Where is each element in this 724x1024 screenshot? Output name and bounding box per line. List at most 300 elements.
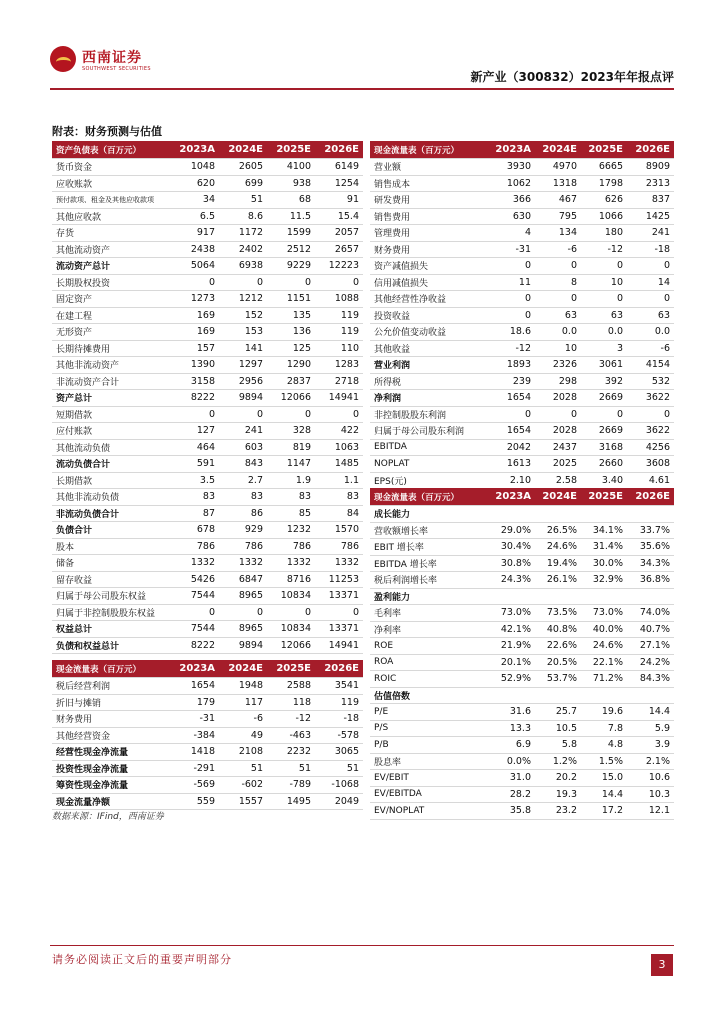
cell-value: -6 <box>627 340 674 357</box>
table-row <box>52 760 363 777</box>
cell-value: 10 <box>535 340 581 357</box>
row-label: 营收额增长率 <box>370 522 488 539</box>
cell-value: 119 <box>315 694 363 711</box>
cell-value: 4256 <box>627 439 674 456</box>
cell-value: 26.1% <box>535 572 581 589</box>
cell-value: 2437 <box>535 439 581 456</box>
cell-value: 2232 <box>267 744 315 761</box>
row-label: P/B <box>370 737 488 754</box>
row-label: 资产减值损失 <box>370 258 488 275</box>
section-row <box>370 506 674 523</box>
cell-value: 3168 <box>581 439 627 456</box>
table-row <box>370 241 674 258</box>
cell-value: -569 <box>170 777 219 794</box>
cell-value: 19.3 <box>535 786 581 803</box>
cell-value: 24.2% <box>627 654 674 671</box>
cell-value: 819 <box>267 439 315 456</box>
cell-value: 0 <box>170 604 219 621</box>
cell-value: 0.0 <box>581 324 627 341</box>
cell-value: 20.1% <box>488 654 535 671</box>
year-header: 2025E <box>267 141 315 159</box>
row-label: 其他流动负债 <box>52 439 170 456</box>
cell-value: 73.0% <box>581 605 627 622</box>
cell-value: 24.6% <box>581 638 627 655</box>
row-label: 研发费用 <box>370 192 488 209</box>
table-row <box>52 225 363 242</box>
cell-value: 0 <box>170 406 219 423</box>
year-header: 2024E <box>219 141 267 159</box>
row-label: 销售费用 <box>370 208 488 225</box>
table-row <box>370 208 674 225</box>
cell-value: 917 <box>170 225 219 242</box>
row-label: 资产总计 <box>52 390 170 407</box>
table-header-row <box>370 141 674 159</box>
row-label: 无形资产 <box>52 324 170 341</box>
cell-value: 1654 <box>488 390 535 407</box>
row-label: 净利润 <box>370 390 488 407</box>
cell-value: 1654 <box>488 423 535 440</box>
table-row <box>52 522 363 539</box>
cell-value: 464 <box>170 439 219 456</box>
cell-value: 786 <box>315 538 363 555</box>
table-row <box>370 258 674 275</box>
cell-value: 1066 <box>581 208 627 225</box>
cell-value: 1798 <box>581 175 627 192</box>
table-title: 现金流量表（百万元） <box>370 141 488 159</box>
cell-value: 5.9 <box>627 720 674 737</box>
row-label: 负债和权益总计 <box>52 637 170 654</box>
cell-value: 26.5% <box>535 522 581 539</box>
cell-value: 8716 <box>267 571 315 588</box>
row-label: P/S <box>370 720 488 737</box>
row-label: EV/EBITDA <box>370 786 488 803</box>
cell-value: 241 <box>219 423 267 440</box>
cell-value: 19.6 <box>581 704 627 721</box>
cell-value: -602 <box>219 777 267 794</box>
cell-value: 837 <box>627 192 674 209</box>
table-row <box>370 439 674 456</box>
cell-value: 0 <box>488 258 535 275</box>
cell-value: 152 <box>219 307 267 324</box>
table-row <box>52 208 363 225</box>
cell-value: 85 <box>267 505 315 522</box>
cell-value: 1654 <box>170 678 219 695</box>
row-label: 流动负债合计 <box>52 456 170 473</box>
table-row <box>370 324 674 341</box>
table-row <box>370 555 674 572</box>
cell-value: -12 <box>488 340 535 357</box>
cell-value: 8965 <box>219 588 267 605</box>
cell-value: 1893 <box>488 357 535 374</box>
row-label: 长期借款 <box>52 472 170 489</box>
cell-value: 0 <box>315 406 363 423</box>
cell-value: 0 <box>581 406 627 423</box>
table-row <box>370 572 674 589</box>
cell-value: 0 <box>219 274 267 291</box>
row-label: 非控制股股东利润 <box>370 406 488 423</box>
row-label: 其他经营性净收益 <box>370 291 488 308</box>
cell-value: 1599 <box>267 225 315 242</box>
cell-value: 12.1 <box>627 803 674 820</box>
cell-value: 31.4% <box>581 539 627 556</box>
cell-value: 0 <box>535 291 581 308</box>
table-row <box>52 694 363 711</box>
cell-value: 1062 <box>488 175 535 192</box>
cell-value: 10834 <box>267 588 315 605</box>
table-row <box>52 390 363 407</box>
cell-value: 4154 <box>627 357 674 374</box>
cell-value: 843 <box>219 456 267 473</box>
cell-value: 2512 <box>267 241 315 258</box>
cell-value: 10834 <box>267 621 315 638</box>
cell-value: 40.7% <box>627 621 674 638</box>
row-label: 其他收益 <box>370 340 488 357</box>
section-row <box>370 687 674 704</box>
row-label: 归属于母公司股东权益 <box>52 588 170 605</box>
cell-value: 1332 <box>170 555 219 572</box>
cell-value: 3541 <box>315 678 363 695</box>
table-row <box>370 423 674 440</box>
table-header-row <box>52 141 363 159</box>
cell-value: -12 <box>267 711 315 728</box>
cell-value: 22.6% <box>535 638 581 655</box>
table-row <box>370 539 674 556</box>
logo-icon <box>50 46 76 72</box>
logo-name-cn: 西南证券 <box>82 50 142 66</box>
table-row <box>52 538 363 555</box>
cell-value: 2.10 <box>488 472 535 489</box>
cell-value: 0 <box>488 291 535 308</box>
cell-value: 118 <box>267 694 315 711</box>
table-row <box>52 274 363 291</box>
cell-value: 467 <box>535 192 581 209</box>
table-row <box>370 159 674 176</box>
cell-value: 4.8 <box>581 737 627 754</box>
cell-value: 620 <box>170 175 219 192</box>
cell-value <box>581 588 627 605</box>
row-label: 投资性现金净流量 <box>52 760 170 777</box>
cell-value: 83 <box>219 489 267 506</box>
row-label: 应收账款 <box>52 175 170 192</box>
cell-value: 32.9% <box>581 572 627 589</box>
cell-value: 1425 <box>627 208 674 225</box>
cell-value: 40.0% <box>581 621 627 638</box>
cell-value: 84.3% <box>627 671 674 688</box>
cell-value: 0 <box>219 406 267 423</box>
cell-value: 40.8% <box>535 621 581 638</box>
cell-value <box>581 687 627 704</box>
year-header: 2026E <box>315 660 363 678</box>
cell-value: 1332 <box>219 555 267 572</box>
cell-value: 1.9 <box>267 472 315 489</box>
cell-value: 30.4% <box>488 539 535 556</box>
cell-value: 6.9 <box>488 737 535 754</box>
cell-value: 6847 <box>219 571 267 588</box>
row-label: 财务费用 <box>52 711 170 728</box>
cell-value: 119 <box>315 307 363 324</box>
cell-value: 1297 <box>219 357 267 374</box>
appendix-title: 附表：财务预测与估值 <box>52 125 162 138</box>
row-label: 存货 <box>52 225 170 242</box>
cell-value: -384 <box>170 727 219 744</box>
cell-value: -578 <box>315 727 363 744</box>
cell-value: 795 <box>535 208 581 225</box>
table-row <box>370 175 674 192</box>
cell-value: 6149 <box>315 159 363 176</box>
cell-value: 2669 <box>581 390 627 407</box>
row-label: 其他流动资产 <box>52 241 170 258</box>
cell-value <box>627 687 674 704</box>
cell-value: 4.61 <box>627 472 674 489</box>
cell-value: 0 <box>627 406 674 423</box>
row-label: 其他非流动负债 <box>52 489 170 506</box>
table-row <box>370 621 674 638</box>
cell-value: 14.4 <box>581 786 627 803</box>
cell-value: 11253 <box>315 571 363 588</box>
row-label: 营业利润 <box>370 357 488 374</box>
row-label: 财务费用 <box>370 241 488 258</box>
cell-value: 91 <box>315 192 363 209</box>
row-label: 投资收益 <box>370 307 488 324</box>
cell-value: 1147 <box>267 456 315 473</box>
cell-value: 51 <box>315 760 363 777</box>
cell-value: 699 <box>219 175 267 192</box>
cell-value: 2438 <box>170 241 219 258</box>
cell-value: -463 <box>267 727 315 744</box>
cell-value: 53.7% <box>535 671 581 688</box>
cell-value: 630 <box>488 208 535 225</box>
row-label: EBITDA 增长率 <box>370 555 488 572</box>
cell-value: 7544 <box>170 621 219 638</box>
row-label: 非流动资产合计 <box>52 373 170 390</box>
cell-value: 169 <box>170 324 219 341</box>
cell-value: 110 <box>315 340 363 357</box>
cell-value: 10.6 <box>627 770 674 787</box>
row-label: 固定资产 <box>52 291 170 308</box>
cell-value: 5.8 <box>535 737 581 754</box>
table-row <box>52 793 363 810</box>
cell-value: 2605 <box>219 159 267 176</box>
year-header: 2023A <box>488 141 535 159</box>
table-row <box>52 406 363 423</box>
table-row <box>52 373 363 390</box>
cell-value: 2.7 <box>219 472 267 489</box>
cell-value: 14941 <box>315 637 363 654</box>
cell-value: 127 <box>170 423 219 440</box>
table-row <box>370 291 674 308</box>
cell-value <box>581 506 627 523</box>
table-row <box>370 522 674 539</box>
cell-value: 24.3% <box>488 572 535 589</box>
year-header: 2023A <box>170 660 219 678</box>
cell-value: 68 <box>267 192 315 209</box>
cell-value: 0 <box>627 258 674 275</box>
cell-value: 1495 <box>267 793 315 810</box>
row-label: NOPLAT <box>370 456 488 473</box>
cell-value: -18 <box>627 241 674 258</box>
cell-value: 328 <box>267 423 315 440</box>
table-header-row <box>52 660 363 678</box>
balance-sheet-table <box>52 141 363 654</box>
cell-value: 2057 <box>315 225 363 242</box>
cell-value: 71.2% <box>581 671 627 688</box>
cell-value: 25.7 <box>535 704 581 721</box>
cell-value: 1290 <box>267 357 315 374</box>
row-label: 所得税 <box>370 373 488 390</box>
row-label: 销售成本 <box>370 175 488 192</box>
table-row <box>52 324 363 341</box>
section-row <box>370 588 674 605</box>
row-label: 净利率 <box>370 621 488 638</box>
cell-value: 31.6 <box>488 704 535 721</box>
row-label: EV/EBIT <box>370 770 488 787</box>
year-header: 2026E <box>627 141 674 159</box>
cell-value: 3158 <box>170 373 219 390</box>
cell-value: 422 <box>315 423 363 440</box>
cell-value: 125 <box>267 340 315 357</box>
table-row <box>370 803 674 820</box>
cell-value: 1151 <box>267 291 315 308</box>
cell-value: 0 <box>315 274 363 291</box>
row-label: 营业额 <box>370 159 488 176</box>
cell-value: 52.9% <box>488 671 535 688</box>
cash-flow-table <box>52 660 363 810</box>
cell-value: 83 <box>170 489 219 506</box>
cell-value: 0 <box>627 291 674 308</box>
table-row <box>52 258 363 275</box>
year-header: 2024E <box>535 488 581 506</box>
financial-ratios-table <box>370 488 674 820</box>
cell-value: 83 <box>315 489 363 506</box>
table-row <box>52 555 363 572</box>
row-label: 预付款项、租金及其他应收款项 <box>52 192 170 209</box>
income-statement-table <box>370 141 674 506</box>
table-row <box>52 621 363 638</box>
cell-value: 22.1% <box>581 654 627 671</box>
cell-value: 3930 <box>488 159 535 176</box>
cell-value: 136 <box>267 324 315 341</box>
cell-value: 119 <box>315 324 363 341</box>
cell-value: 15.0 <box>581 770 627 787</box>
year-header: 2024E <box>535 141 581 159</box>
cell-value: 6665 <box>581 159 627 176</box>
cell-value: 2.58 <box>535 472 581 489</box>
row-label: 应付账款 <box>52 423 170 440</box>
cell-value: 2657 <box>315 241 363 258</box>
cell-value: 1254 <box>315 175 363 192</box>
cell-value: 84 <box>315 505 363 522</box>
table-row <box>370 192 674 209</box>
cell-value: 1.5% <box>581 753 627 770</box>
row-label: 筹资性现金净流量 <box>52 777 170 794</box>
row-label: EV/NOPLAT <box>370 803 488 820</box>
cell-value: 17.2 <box>581 803 627 820</box>
cell-value: 8 <box>535 274 581 291</box>
cell-value: 591 <box>170 456 219 473</box>
cell-value: 239 <box>488 373 535 390</box>
row-label: 经营性现金净流量 <box>52 744 170 761</box>
cell-value: 3065 <box>315 744 363 761</box>
cell-value: 8222 <box>170 390 219 407</box>
cell-value: 1418 <box>170 744 219 761</box>
table-row <box>52 340 363 357</box>
cell-value <box>488 506 535 523</box>
cell-value: 24.6% <box>535 539 581 556</box>
table-row <box>370 357 674 374</box>
row-label: 非流动负债合计 <box>52 505 170 522</box>
table-row <box>52 472 363 489</box>
cell-value: 169 <box>170 307 219 324</box>
row-label: ROA <box>370 654 488 671</box>
cell-value: 12223 <box>315 258 363 275</box>
cell-value <box>535 687 581 704</box>
cell-value: 13371 <box>315 621 363 638</box>
cell-value: 2326 <box>535 357 581 374</box>
cell-value: 2025 <box>535 456 581 473</box>
row-label: 短期借款 <box>52 406 170 423</box>
table-row <box>370 472 674 489</box>
table-title: 现金流量表（百万元） <box>52 660 170 678</box>
cell-value: 19.4% <box>535 555 581 572</box>
table-row <box>52 571 363 588</box>
row-label: EPS(元) <box>370 472 488 489</box>
cell-value: 3622 <box>627 390 674 407</box>
cell-value: 0 <box>219 604 267 621</box>
year-header: 2025E <box>267 660 315 678</box>
year-header: 2026E <box>627 488 674 506</box>
table-row <box>370 456 674 473</box>
cell-value: 929 <box>219 522 267 539</box>
cell-value: 1212 <box>219 291 267 308</box>
cell-value: 12066 <box>267 637 315 654</box>
row-label: 成长能力 <box>370 506 488 523</box>
row-label: ROIC <box>370 671 488 688</box>
cell-value: 2049 <box>315 793 363 810</box>
cell-value: 0 <box>267 406 315 423</box>
row-label: 长期股权投资 <box>52 274 170 291</box>
table-row <box>370 770 674 787</box>
row-label: 股息率 <box>370 753 488 770</box>
cell-value: 74.0% <box>627 605 674 622</box>
cell-value: 1557 <box>219 793 267 810</box>
table-title: 资产负债表（百万元） <box>52 141 170 159</box>
cell-value: -1068 <box>315 777 363 794</box>
row-label: 税后经营利润 <box>52 678 170 695</box>
cell-value: 1.2% <box>535 753 581 770</box>
table-row <box>52 159 363 176</box>
cell-value: 35.6% <box>627 539 674 556</box>
cell-value: 20.2 <box>535 770 581 787</box>
cell-value: -18 <box>315 711 363 728</box>
row-label: 负债合计 <box>52 522 170 539</box>
cell-value: 11 <box>488 274 535 291</box>
cell-value: 1048 <box>170 159 219 176</box>
cell-value: 1570 <box>315 522 363 539</box>
cell-value: 7544 <box>170 588 219 605</box>
table-row <box>370 753 674 770</box>
cell-value: 2837 <box>267 373 315 390</box>
row-label: ROE <box>370 638 488 655</box>
report-title: 新产业（300832）2023年年报点评 <box>470 70 674 84</box>
table-title: 现金流量表（百万元） <box>370 488 488 506</box>
cell-value: 63 <box>535 307 581 324</box>
cell-value: 1948 <box>219 678 267 695</box>
cell-value <box>627 588 674 605</box>
cell-value: 678 <box>170 522 219 539</box>
cell-value: 15.4 <box>315 208 363 225</box>
company-logo <box>50 46 180 76</box>
cell-value: 9894 <box>219 390 267 407</box>
